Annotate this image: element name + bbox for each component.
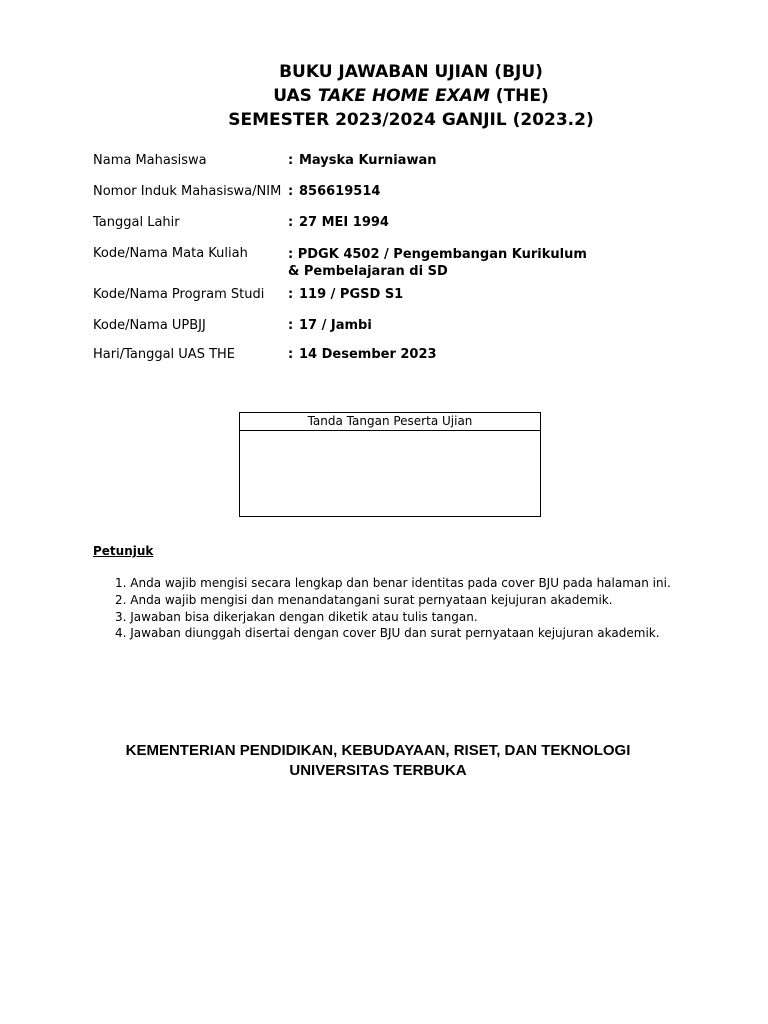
title-line-2-italic: TAKE HOME EXAM xyxy=(317,86,490,106)
title-line-3: SEMESTER 2023/2024 GANJIL (2023.2) xyxy=(228,110,594,130)
footer-line-2: UNIVERSITAS TERBUKA xyxy=(289,762,467,779)
field-colon: : xyxy=(288,347,294,362)
field-label: Nomor Induk Mahasiswa/NIM xyxy=(93,184,282,199)
list-item: 1. Anda wajib mengisi secara lengkap dan benar identitas pada cover BJU pada halaman ini. xyxy=(115,576,671,590)
signature-box xyxy=(239,412,541,517)
field-value: 119 / PGSD S1 xyxy=(299,287,404,302)
field-value: 14 Desember 2023 xyxy=(299,347,437,362)
field-value: Mayska Kurniawan xyxy=(299,153,437,168)
instructions-title: Petunjuk xyxy=(93,544,154,558)
title-line-2-suffix: (THE) xyxy=(489,86,549,106)
title-line-1: BUKU JAWABAN UJIAN (BJU) xyxy=(279,62,543,82)
signature-header: Tanda Tangan Peserta Ujian xyxy=(240,413,540,431)
footer-line-1: KEMENTERIAN PENDIDIKAN, KEBUDAYAAN, RISET, DAN TEKNOLOGI xyxy=(125,742,631,759)
field-label: Nama Mahasiswa xyxy=(93,153,207,168)
field-value: 27 MEI 1994 xyxy=(299,215,389,230)
field-label: Kode/Nama Program Studi xyxy=(93,287,265,302)
field-value: : PDGK 4502 / Pengembangan Kurikulum & Pembelajaran di SD xyxy=(288,247,587,279)
field-colon: : xyxy=(288,287,294,302)
document-title xyxy=(0,60,768,132)
field-label: Kode/Nama UPBJJ xyxy=(93,318,206,333)
field-colon: : xyxy=(288,318,294,333)
field-label: Hari/Tanggal UAS THE xyxy=(93,347,236,362)
field-colon: : xyxy=(288,153,294,168)
field-value: 17 / Jambi xyxy=(299,318,372,333)
title-line-2 xyxy=(0,84,768,108)
field-colon: : xyxy=(288,215,294,230)
institution-footer xyxy=(0,741,756,781)
list-item: 2. Anda wajib mengisi dan menandatangani surat pernyataan kejujuran akademik. xyxy=(115,592,613,607)
field-value: 856619514 xyxy=(299,184,381,199)
signature-area xyxy=(240,431,540,516)
field-colon: : xyxy=(288,184,294,199)
list-item: 3. Jawaban bisa dikerjakan dengan diketik atau tulis tangan. xyxy=(115,609,478,624)
field-label: Kode/Nama Mata Kuliah xyxy=(93,246,248,261)
list-item: 4. Jawaban diunggah disertai dengan cover BJU dan surat pernyataan kejujuran akademik. xyxy=(115,626,660,641)
field-label: Tanggal Lahir xyxy=(93,215,180,230)
instructions-list xyxy=(115,575,695,642)
title-line-2-prefix: UAS xyxy=(273,86,318,106)
